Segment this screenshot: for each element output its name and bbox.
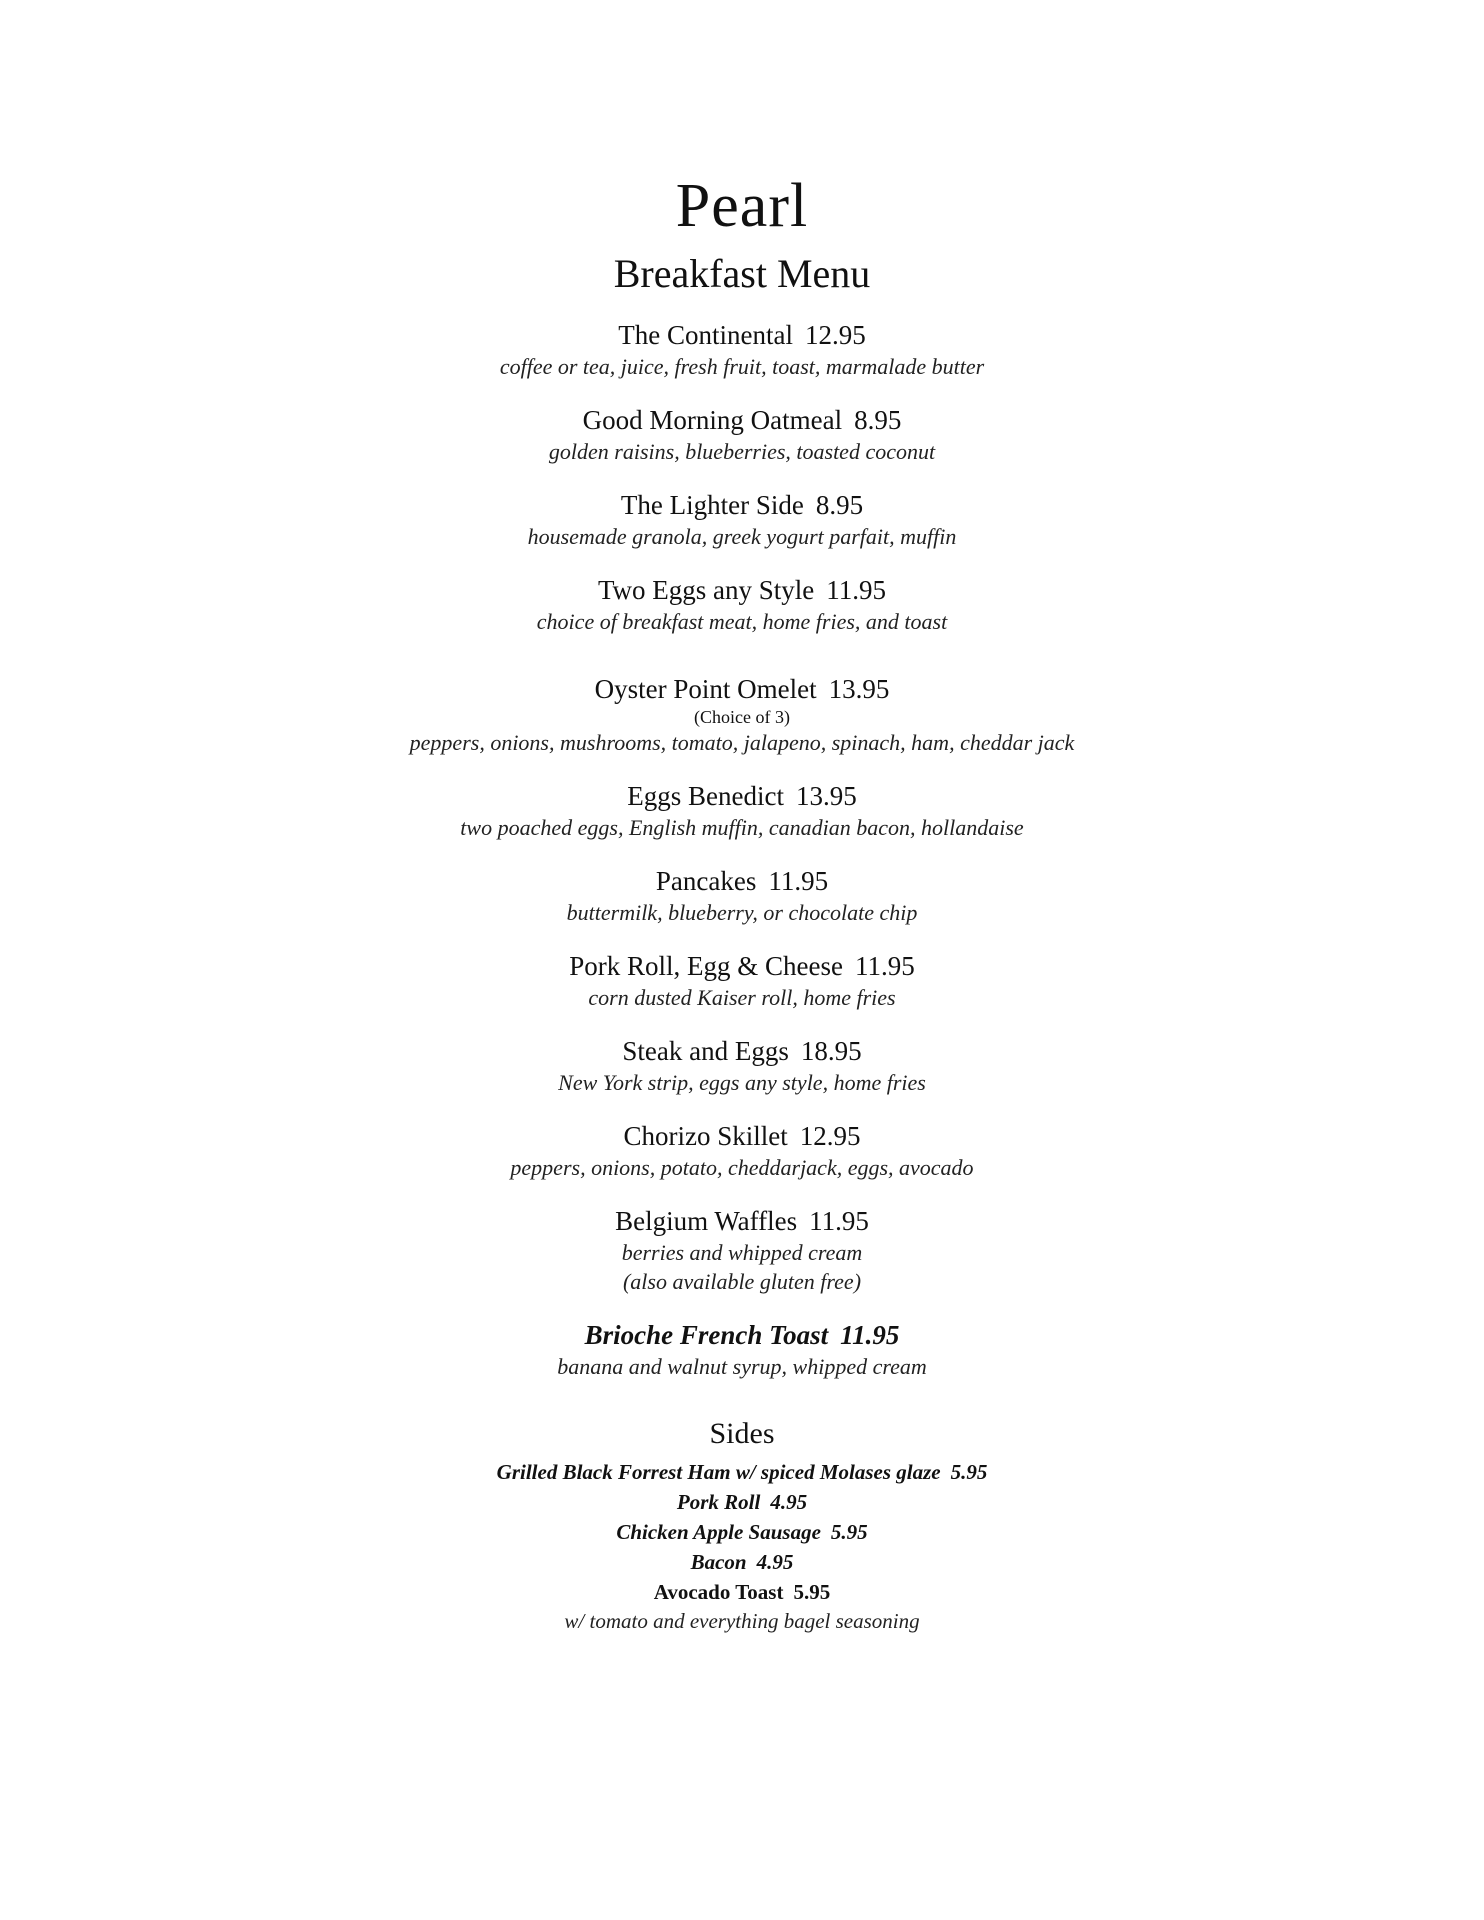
item-description: berries and whipped cream bbox=[621, 1240, 863, 1265]
item-name: Oyster Point Omelet bbox=[594, 674, 817, 704]
item-name: Pancakes bbox=[655, 866, 757, 896]
item-price: 13.95 bbox=[795, 781, 857, 811]
menu-item-pancakes bbox=[0, 864, 1484, 927]
item-description: two poached eggs, English muffin, canadian bacon, hollandaise bbox=[460, 815, 1024, 840]
menu-item-two-eggs bbox=[0, 573, 1484, 636]
side-price: 5.95 bbox=[950, 1460, 988, 1484]
menu-item-eggs-benedict bbox=[0, 779, 1484, 842]
side-price: 5.95 bbox=[793, 1580, 831, 1604]
item-price: 18.95 bbox=[800, 1036, 862, 1066]
item-name: Eggs Benedict bbox=[627, 781, 784, 811]
side-item-avocado-toast bbox=[0, 1577, 1484, 1607]
menu-item-pork-roll-egg-cheese bbox=[0, 949, 1484, 1012]
item-description: housemade granola, greek yogurt parfait, muffin bbox=[527, 524, 957, 549]
side-item-ham bbox=[0, 1457, 1484, 1487]
side-item-bacon bbox=[0, 1547, 1484, 1577]
menu-item-lighter-side bbox=[0, 488, 1484, 551]
item-price: 11.95 bbox=[854, 951, 915, 981]
item-name: Chorizo Skillet bbox=[623, 1121, 788, 1151]
menu-item-continental bbox=[0, 318, 1484, 381]
item-description: golden raisins, blueberries, toasted coconut bbox=[548, 439, 936, 464]
item-name: Brioche French Toast bbox=[584, 1320, 829, 1350]
menu-item-steak-and-eggs bbox=[0, 1034, 1484, 1097]
side-name: Grilled Black Forrest Ham w/ spiced Molases glaze bbox=[496, 1460, 941, 1484]
side-price: 4.95 bbox=[756, 1550, 794, 1574]
side-name: Chicken Apple Sausage bbox=[616, 1520, 821, 1544]
item-description: New York strip, eggs any style, home fries bbox=[558, 1070, 926, 1095]
menu-item-chorizo-skillet bbox=[0, 1119, 1484, 1182]
item-price: 11.95 bbox=[826, 575, 887, 605]
item-description: banana and walnut syrup, whipped cream bbox=[557, 1354, 927, 1379]
side-item-pork-roll bbox=[0, 1487, 1484, 1517]
item-description: coffee or tea, juice, fresh fruit, toast, marmalade butter bbox=[499, 354, 985, 379]
item-price: 8.95 bbox=[854, 405, 902, 435]
menu-item-oatmeal bbox=[0, 403, 1484, 466]
item-description: choice of breakfast meat, home fries, and toast bbox=[536, 609, 948, 634]
menu-item-belgium-waffles bbox=[0, 1204, 1484, 1296]
menu-item-french-toast bbox=[0, 1318, 1484, 1381]
sides-heading: Sides bbox=[709, 1417, 775, 1450]
item-description: peppers, onions, potato, cheddarjack, eggs, avocado bbox=[510, 1155, 974, 1180]
item-price: 11.95 bbox=[809, 1206, 869, 1236]
menu-title: Breakfast Menu bbox=[613, 251, 871, 296]
item-description-note: (also available gluten free) bbox=[622, 1269, 862, 1294]
menu-item-omelet bbox=[0, 672, 1484, 757]
item-price: 8.95 bbox=[815, 490, 864, 520]
item-name: Belgium Waffles bbox=[615, 1206, 798, 1236]
item-price: 12.95 bbox=[804, 320, 866, 350]
item-price: 11.95 bbox=[768, 866, 829, 896]
side-price: 4.95 bbox=[770, 1490, 808, 1514]
item-description: buttermilk, blueberry, or chocolate chip bbox=[566, 900, 918, 925]
restaurant-name: Pearl bbox=[675, 172, 809, 240]
side-name: Avocado Toast bbox=[653, 1580, 784, 1604]
side-item-chicken-apple-sausage bbox=[0, 1517, 1484, 1547]
item-note: (Choice of 3) bbox=[694, 707, 790, 727]
item-description: corn dusted Kaiser roll, home fries bbox=[588, 985, 896, 1010]
item-price: 12.95 bbox=[799, 1121, 861, 1151]
item-price: 13.95 bbox=[828, 674, 890, 704]
side-name: Pork Roll bbox=[676, 1490, 761, 1514]
item-name: Good Morning Oatmeal bbox=[582, 405, 843, 435]
side-name: Bacon bbox=[690, 1550, 747, 1574]
item-name: The Continental bbox=[618, 320, 793, 350]
item-name: The Lighter Side bbox=[620, 490, 804, 520]
side-description: w/ tomato and everything bagel seasoning bbox=[564, 1609, 920, 1633]
item-name: Steak and Eggs bbox=[622, 1036, 789, 1066]
item-price: 11.95 bbox=[840, 1320, 900, 1350]
item-name: Two Eggs any Style bbox=[597, 575, 815, 605]
item-description: peppers, onions, mushrooms, tomato, jalapeno, spinach, ham, cheddar jack bbox=[409, 730, 1075, 755]
side-price: 5.95 bbox=[830, 1520, 868, 1544]
item-name: Pork Roll, Egg & Cheese bbox=[569, 951, 843, 981]
menu-page bbox=[0, 170, 1484, 1635]
